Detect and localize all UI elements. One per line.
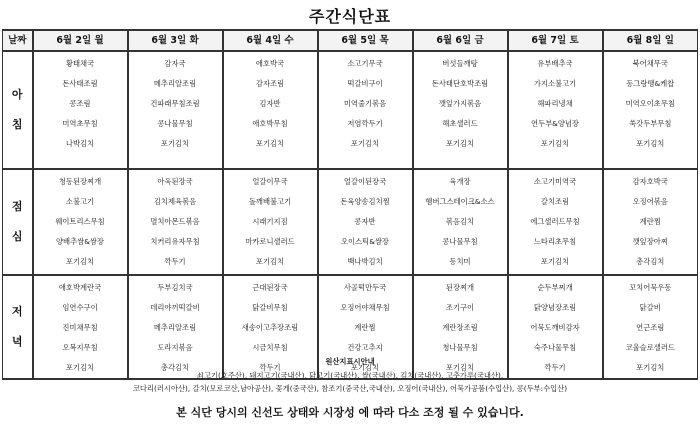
- origin-notice: [0, 355, 700, 396]
- dish-item: 돌깨배불고기: [248, 197, 292, 206]
- dish-item: 미역줄기볶음: [343, 99, 387, 108]
- dish-item: 애호박국: [255, 59, 285, 68]
- dish-item: 시래기지짐: [252, 217, 288, 226]
- dish-item: 돈사태조림: [62, 79, 98, 88]
- dish-item: 코울슬로샐러드: [625, 343, 675, 352]
- menu-cell: [413, 51, 508, 169]
- dish-item: 총각김치: [160, 363, 190, 372]
- dish-item: 새송이고추장조림: [241, 323, 299, 332]
- dish-item: 근대된장국: [252, 283, 288, 292]
- origin-notice-line: 코다리(러시아산), 갈치(모로코산,남아공산), 꽃게(중국산), 참조기(중국산,국내산), 오징어(국내산), 어묵가공품(수입산), 콩(두부:수입산): [132, 384, 568, 393]
- lunch-row: [3, 169, 698, 275]
- dish-item: 데리야끼떡갈비: [150, 303, 200, 312]
- meal-label-char: 침: [11, 118, 23, 131]
- dish-item: 소불고기: [65, 197, 95, 206]
- dish-item: 버섯들깨탕: [442, 59, 478, 68]
- menu-cell: [223, 51, 318, 169]
- dish-item: 콩자반: [354, 217, 376, 226]
- dish-item: 오이스틱&쌈장: [341, 237, 389, 246]
- menu-cell: [33, 169, 128, 275]
- dish-item: 콩나물무침: [157, 119, 193, 128]
- dish-item: 된장찌개: [445, 283, 475, 292]
- menu-cell: [33, 51, 128, 169]
- dish-item: 포기김치: [160, 139, 190, 148]
- dish-item: 사골떡만두국: [343, 283, 387, 292]
- dish-item: 계란장조림: [442, 323, 478, 332]
- dish-item: 포기김치: [350, 363, 380, 372]
- dish-item: 오복지무침: [62, 343, 98, 352]
- dish-item: 두부김치국: [157, 283, 193, 292]
- origin-notice-line: 쇠고기(호주산), 돼지고기(국내산), 닭고기(국내산), 쌀(국내산), 김치(국내산), 고춧가루(국내산),: [196, 370, 504, 380]
- dish-item: 메추리알조림: [153, 79, 197, 88]
- dish-item: 감자조림: [255, 79, 285, 88]
- dish-item: 소고기미역국: [533, 177, 577, 186]
- menu-cell: [223, 169, 318, 275]
- dish-item: 저염깍두기: [347, 119, 383, 128]
- dish-item: 조기구이: [445, 303, 475, 312]
- dish-item: 해초샐러드: [442, 119, 478, 128]
- dish-item: 포기김치: [65, 363, 95, 372]
- dish-item: 청동된장찌개: [58, 177, 102, 186]
- dish-item: 도라지볶음: [157, 343, 193, 352]
- menu-cell: [128, 169, 223, 275]
- dish-item: 북어채무국: [632, 59, 668, 68]
- menu-cell: [413, 169, 508, 275]
- dish-item: 유부배추국: [537, 59, 573, 68]
- dish-item: 깻잎장아찌: [632, 237, 668, 246]
- day-header: 6월 6일 금: [413, 30, 508, 51]
- dish-item: 포기김치: [540, 139, 570, 148]
- dish-item: 연두부&양념장: [531, 119, 579, 128]
- dish-item: 동그랑땡&케찹: [626, 79, 675, 88]
- dish-item: 깍두기: [259, 363, 281, 372]
- dish-item: 총각김치: [636, 257, 665, 266]
- dish-item: 멸치아몬드볶음: [150, 217, 200, 226]
- dish-item: 포기김치: [540, 257, 570, 266]
- day-header: 6월 4일 수: [223, 30, 318, 51]
- meal-label-char: 저: [11, 305, 23, 318]
- dish-item: 어묵도깨비감자: [530, 323, 580, 332]
- meal-label-char: 아: [11, 88, 23, 101]
- dish-item: 웨이트리스무침: [55, 217, 105, 226]
- dish-item: 미역초무침: [62, 119, 98, 128]
- dish-item: 해파리냉채: [537, 99, 573, 108]
- dish-item: 깍두기: [544, 363, 566, 372]
- dish-item: 오징어야채무침: [340, 303, 390, 312]
- dish-item: 깍두기: [164, 257, 186, 266]
- header-row: [3, 30, 698, 51]
- dish-item: 포기김치: [445, 363, 475, 372]
- weekly-menu-table: [2, 29, 698, 380]
- dish-item: 돈사태단호박조림: [431, 79, 489, 88]
- menu-cell: [603, 169, 698, 275]
- dish-item: 메추리알조림: [153, 323, 197, 332]
- dish-item: 건강고추지: [347, 343, 383, 352]
- dish-item: 진미채무침: [62, 323, 98, 332]
- dish-item: 닭양념장조림: [533, 303, 577, 312]
- dish-item: 쑥갓두부무침: [629, 119, 672, 128]
- dish-item: 떡갈비구이: [347, 79, 383, 88]
- dish-item: 포기김치: [350, 139, 380, 148]
- dish-item: 육개장: [449, 177, 471, 186]
- dish-item: 소고기무국: [347, 59, 383, 68]
- menu-cell: [603, 51, 698, 169]
- dish-item: 포기김치: [255, 139, 285, 148]
- meal-label-char: 심: [11, 230, 23, 243]
- dish-item: 갈치조림: [540, 197, 570, 206]
- breakfast-row: [3, 51, 698, 169]
- day-header: 6월 5일 목: [318, 30, 413, 51]
- dish-item: 오징어볶음: [632, 197, 668, 206]
- dish-item: 마카로니샐러드: [245, 237, 295, 246]
- dish-item: 포기김치: [636, 363, 665, 372]
- day-header: 6월 8일 일: [603, 30, 698, 51]
- dish-item: 포기김치: [65, 257, 95, 266]
- dish-item: 느타리초무침: [533, 237, 577, 246]
- dish-item: 얼갈이된장국: [343, 177, 387, 186]
- dish-item: 청나물무침: [442, 343, 478, 352]
- dish-item: 임연수구이: [62, 303, 98, 312]
- dish-item: 미역오이초무침: [625, 99, 675, 108]
- dish-item: 꼬치어묵우동: [629, 283, 672, 292]
- dish-item: 건파래무침조림: [150, 99, 200, 108]
- dish-item: 에그샐러드무침: [530, 217, 580, 226]
- dish-item: 계란찜: [354, 323, 376, 332]
- dish-item: 감자호박국: [632, 177, 668, 186]
- dish-item: 햄버그스테이크&소스: [425, 197, 495, 206]
- dish-item: 시금치무침: [252, 343, 288, 352]
- day-header: 6월 7일 토: [508, 30, 603, 51]
- dish-item: 가지소불고기: [533, 79, 577, 88]
- dish-item: 아욱된장국: [157, 177, 193, 186]
- dish-item: 애호박계란국: [58, 283, 102, 292]
- dish-item: 황태채국: [65, 59, 95, 68]
- menu-cell: [508, 169, 603, 275]
- dish-item: 치커리유자무침: [150, 237, 200, 246]
- dish-item: 포기김치: [445, 139, 475, 148]
- menu-cell: [508, 51, 603, 169]
- dish-item: 닭갈비: [639, 303, 661, 312]
- dish-item: 김치제육볶음: [153, 197, 197, 206]
- day-header: 6월 2일 월: [33, 30, 128, 51]
- dish-item: 콩나물무침: [442, 237, 478, 246]
- meal-label: [3, 169, 33, 275]
- dish-item: 김자반: [259, 99, 281, 108]
- dish-item: 백나박김치: [347, 257, 383, 266]
- dish-item: 양배추쌈&쌈장: [56, 237, 104, 246]
- dish-item: 포기김치: [636, 139, 665, 148]
- dish-item: 순두부찌개: [537, 283, 573, 292]
- dish-item: 얼갈이무국: [252, 177, 288, 186]
- dish-item: 숙주나물무침: [533, 343, 577, 352]
- meal-label: [3, 51, 33, 169]
- dish-item: 동치미: [449, 257, 471, 266]
- menu-cell: [128, 51, 223, 169]
- dish-item: 돈육양송김치찜: [340, 197, 390, 206]
- date-corner-header: 날짜: [3, 30, 33, 51]
- dish-item: 감자국: [164, 59, 186, 68]
- meal-label-char: 점: [11, 200, 23, 213]
- meal-label-char: 녁: [11, 335, 23, 348]
- day-header: 6월 3일 화: [128, 30, 223, 51]
- dish-item: 볶음김치: [445, 217, 475, 226]
- dish-item: 닭갈비무침: [252, 303, 288, 312]
- dish-item: 연근조림: [636, 323, 665, 332]
- dish-item: 애호박무침: [252, 119, 288, 128]
- dish-item: 깻잎가지볶음: [438, 99, 482, 108]
- dish-item: 나박김치: [65, 139, 95, 148]
- page-title: 주간식단표: [308, 7, 392, 26]
- dish-item: 포기김치: [255, 257, 285, 266]
- menu-cell: [318, 169, 413, 275]
- origin-notice-title: 원산지표시안내: [325, 357, 375, 366]
- adjustment-notice: 본 식단 당시의 신선도 상태와 시장성 에 따라 다소 조정 될 수 있습니다.: [176, 406, 524, 419]
- dish-item: 콩조림: [69, 99, 91, 108]
- dish-item: 계란찜: [639, 217, 661, 226]
- menu-cell: [318, 51, 413, 169]
